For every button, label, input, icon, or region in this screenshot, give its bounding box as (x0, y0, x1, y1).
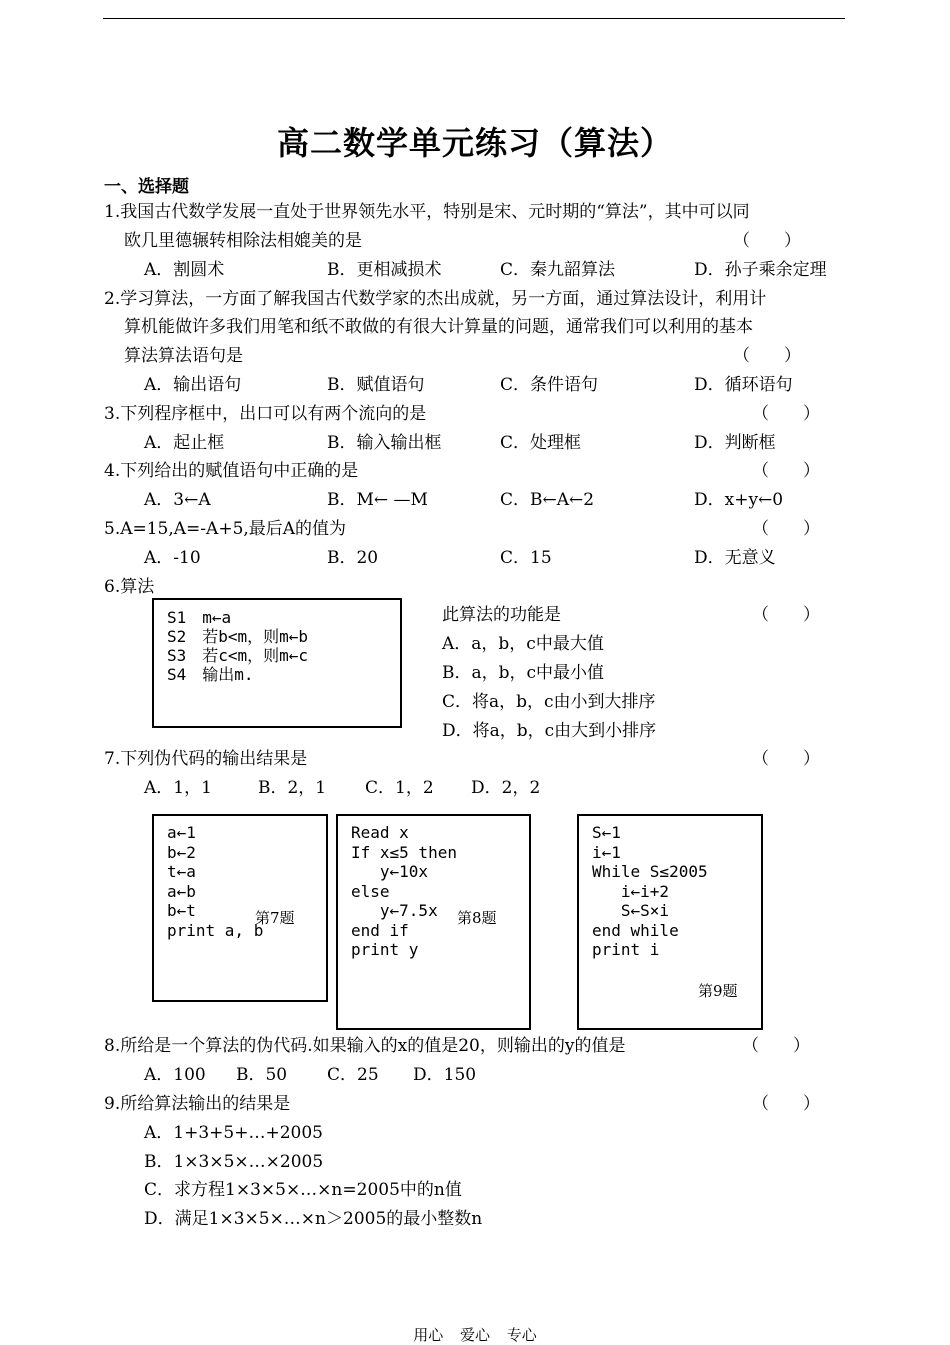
q9-code-line: end while (592, 921, 679, 940)
q9-code-line: i←i+2 (592, 882, 670, 901)
q5-option-b: B．20 (327, 548, 379, 568)
q1-option-b: B．更相减损术 (327, 260, 442, 280)
q7-code-line: a←b (167, 882, 196, 901)
q2-text-line1: 2.学习算法，一方面了解我国古代数学家的杰出成就，另一方面，通过算法设计，利用计 (104, 289, 767, 309)
q8-answer-blank: （ ） (742, 1036, 810, 1056)
q4-option-d: D．x+y←0 (694, 490, 784, 510)
q9-option-b: B．1×3×5×…×2005 (144, 1152, 324, 1172)
q9-option-a: A．1+3+5+…+2005 (144, 1123, 323, 1143)
q2-option-b: B．赋值语句 (327, 375, 425, 395)
q3-answer-blank: （ ） (752, 404, 820, 424)
q8-code-line: y←10x (351, 862, 429, 881)
q2-option-c: C．条件语句 (500, 375, 599, 395)
q6-answer-blank: （ ） (752, 605, 820, 625)
q9-answer-blank: （ ） (752, 1094, 820, 1114)
q5-answer-blank: （ ） (752, 519, 820, 539)
q7-text: 7.下列伪代码的输出结果是 (104, 749, 308, 769)
q6-text: 6.算法 (104, 577, 155, 597)
q7-code-line: print a, b (167, 921, 264, 940)
q1-option-a: A．割圆术 (144, 260, 225, 280)
q9-text: 9.所给算法输出的结果是 (104, 1094, 291, 1114)
q8-option-c: C．25 (327, 1065, 379, 1085)
q4-option-c: C．B←A←2 (500, 490, 595, 510)
footer-text: 专心 (506, 1326, 537, 1344)
footer-text: 用心 (413, 1326, 444, 1344)
q4-text: 4.下列给出的赋值语句中正确的是 (104, 461, 359, 481)
q8-option-a: A．100 (144, 1065, 206, 1085)
q6-code-line: S2 若b<m，则m←b (167, 627, 309, 646)
q2-option-a: A．输出语句 (144, 375, 242, 395)
q2-text-line2: 算机能做许多我们用笔和纸不敢做的有很大计算量的问题，通常我们可以利用的基本 (124, 317, 753, 337)
q9-code-line: i←1 (592, 843, 621, 862)
q8-code-line: If x≤5 then (351, 843, 457, 862)
q8-code-line: else (351, 882, 390, 901)
q6-code-line: S1 m←a (167, 608, 232, 627)
q1-option-d: D．孙子乘余定理 (694, 260, 827, 280)
q7-option-a: A．1，1 (144, 778, 212, 798)
q5-option-a: A．-10 (144, 548, 201, 568)
q2-answer-blank: （ ） (733, 346, 801, 366)
q9-option-c: C．求方程1×3×5×…×n=2005中的n值 (144, 1180, 462, 1200)
q8-option-b: B．50 (236, 1065, 288, 1085)
q1-option-c: C．秦九韶算法 (500, 260, 616, 280)
q8-text: 8.所给是一个算法的伪代码.如果输入的x的值是20，则输出的y的值是 (104, 1036, 626, 1056)
q7-code-line: b←t (167, 901, 196, 920)
q6-option-c: C．将a，b，c由小到大排序 (442, 692, 656, 712)
q7-code-line: t←a (167, 862, 196, 881)
q8-code-line: Read x (351, 823, 409, 842)
q7-code-line: b←2 (167, 843, 196, 862)
q1-answer-blank: （ ） (733, 231, 801, 251)
q6-option-d: D．将a，b，c由大到小排序 (442, 721, 657, 741)
q3-option-c: C．处理框 (500, 433, 582, 453)
q5-option-d: D．无意义 (694, 548, 776, 568)
q9-code-line: S←1 (592, 823, 621, 842)
footer-text: 爱心 (459, 1326, 490, 1344)
q2-option-d: D．循环语句 (694, 375, 793, 395)
q4-option-b: B．M← —M (327, 490, 428, 510)
q7-option-b: B．2，1 (258, 778, 327, 798)
section-heading: 一、选择题 (104, 177, 189, 197)
q8-code-line: end if (351, 921, 409, 940)
q3-option-b: B．输入输出框 (327, 433, 442, 453)
q1-text-line2: 欧几里德辗转相除法相媲美的是 (124, 231, 362, 251)
q7-option-c: C．1，2 (365, 778, 434, 798)
q8-box-label: 第8题 (457, 909, 497, 927)
q9-code-line: print i (592, 940, 660, 959)
q9-box-label: 第9题 (698, 982, 738, 1000)
q4-option-a: A．3←A (144, 490, 211, 510)
q5-option-c: C．15 (500, 548, 552, 568)
q4-answer-blank: （ ） (752, 461, 820, 481)
q7-option-d: D．2，2 (471, 778, 541, 798)
header-rule (103, 18, 845, 19)
q6-option-b: B．a，b，c中最小值 (442, 663, 605, 683)
page-title: 高二数学单元练习（算法） (276, 124, 673, 162)
q8-option-d: D．150 (413, 1065, 477, 1085)
q6-code-line: S3 若c<m，则m←c (167, 646, 309, 665)
q9-code-line: S←S×i (592, 901, 670, 920)
q7-box-label: 第7题 (255, 909, 295, 927)
q7-answer-blank: （ ） (752, 749, 820, 769)
q3-option-a: A．起止框 (144, 433, 225, 453)
q3-text: 3.下列程序框中，出口可以有两个流向的是 (104, 404, 427, 424)
q6-option-a: A．a，b，c中最大值 (442, 634, 604, 654)
q2-text-line3: 算法算法语句是 (124, 346, 243, 366)
q6-code-line: S4 输出m. (167, 665, 254, 684)
q7-code-line: a←1 (167, 823, 196, 842)
q1-text-line1: 1.我国古代数学发展一直处于世界领先水平，特别是宋、元时期的“算法”，其中可以同 (104, 202, 750, 222)
q8-code-line: print y (351, 940, 419, 959)
q3-option-d: D．判断框 (694, 433, 776, 453)
q6-prompt: 此算法的功能是 (442, 605, 561, 625)
q9-option-d: D．满足1×3×5×…×n＞2005的最小整数n (144, 1209, 483, 1229)
q8-code-line: y←7.5x (351, 901, 438, 920)
q5-text: 5.A=15,A=-A+5,最后A的值为 (104, 519, 347, 539)
q9-code-line: While S≤2005 (592, 862, 708, 881)
